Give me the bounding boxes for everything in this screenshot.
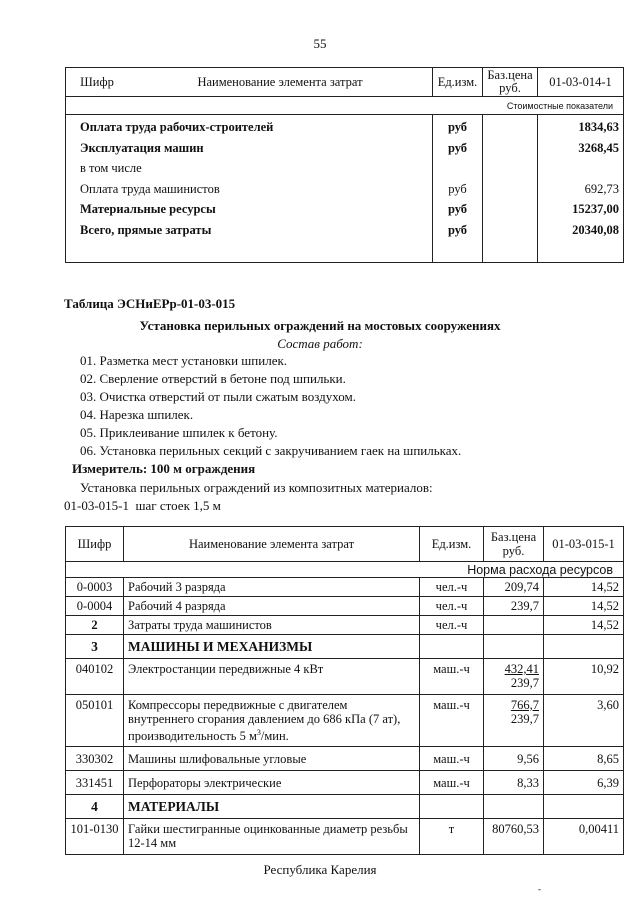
table-row bbox=[66, 578, 624, 597]
row-value: 3268,45 bbox=[578, 140, 619, 155]
row-code: 101-0130 bbox=[66, 819, 124, 855]
work-item: 05. Приклеивание шпилек к бетону. bbox=[80, 425, 278, 440]
row-norm: 14,52 bbox=[544, 597, 624, 616]
row-unit: руб bbox=[447, 222, 468, 237]
row-norm: 8,65 bbox=[544, 747, 624, 771]
section-name: МАШИНЫ И МЕХАНИЗМЫ bbox=[124, 635, 420, 659]
row-unit: руб bbox=[448, 181, 467, 196]
table-row bbox=[66, 695, 624, 747]
row-code: 050101 bbox=[66, 695, 124, 747]
section-name: МАТЕРИАЛЫ bbox=[124, 795, 420, 819]
section-code: 4 bbox=[66, 795, 124, 819]
row-unit: чел.-ч bbox=[420, 616, 484, 635]
row-norm: 14,52 bbox=[544, 578, 624, 597]
code-line-code: 01-03-015-1 bbox=[64, 498, 129, 513]
row-unit: т bbox=[420, 819, 484, 855]
header-name: Наименование элемента затрат bbox=[197, 75, 363, 89]
section-title: Установка перильных ограждений на мостовых сооружениях bbox=[139, 318, 501, 333]
row-value: 20340,08 bbox=[572, 222, 619, 237]
row-value: 15237,00 bbox=[572, 202, 619, 216]
row-unit: маш.-ч bbox=[420, 695, 484, 747]
table-header-row bbox=[66, 68, 624, 97]
work-item: 04. Нарезка шпилек. bbox=[80, 407, 194, 422]
page-number: 55 bbox=[313, 36, 327, 51]
row-name: Машины шлифовальные угловые bbox=[124, 747, 420, 771]
table-row bbox=[66, 659, 624, 695]
section-row bbox=[66, 795, 624, 819]
header-price: Баз.цена руб. bbox=[483, 68, 538, 97]
header-norm-code: 01-03-015-1 bbox=[544, 527, 624, 562]
row-norm: 14,52 bbox=[544, 616, 624, 635]
cost-indicators-table bbox=[65, 67, 624, 263]
section-code: 3 bbox=[66, 635, 124, 659]
row-value bbox=[542, 158, 619, 179]
work-item: 01. Разметка мест установки шпилек. bbox=[80, 353, 288, 368]
row-unit: маш.-ч bbox=[420, 747, 484, 771]
table-row bbox=[66, 819, 624, 855]
row-price: 432,41 239,7 bbox=[484, 659, 544, 695]
row-norm: 3,60 bbox=[544, 695, 624, 747]
row-norm: 10,92 bbox=[544, 659, 624, 695]
table-row bbox=[66, 597, 624, 616]
row-price: 80760,53 bbox=[484, 819, 544, 855]
row-name: в том числе bbox=[80, 161, 142, 175]
row-name: Затраты труда машинистов bbox=[124, 616, 420, 635]
header-price: Баз.цена руб. bbox=[484, 527, 544, 562]
work-item: 03. Очистка отверстий от пыли сжатым воздухом. bbox=[80, 389, 356, 404]
header-norm-code: 01-03-014-1 bbox=[538, 68, 624, 97]
row-unit: маш.-ч bbox=[420, 659, 484, 695]
table-row bbox=[66, 747, 624, 771]
table-subheader-row bbox=[66, 97, 624, 115]
row-name: Гайки шестигранные оцинкованные диаметр резьбы 12-14 мм bbox=[124, 819, 420, 855]
row-name: Рабочий 3 разряда bbox=[124, 578, 420, 597]
header-unit: Ед.изм. bbox=[420, 527, 484, 562]
row-unit bbox=[437, 158, 478, 179]
work-item: 06. Установка перильных секций с закручиванием гаек на шпильках. bbox=[80, 443, 462, 458]
row-code: 331451 bbox=[66, 771, 124, 795]
table-body bbox=[66, 115, 624, 263]
row-price: 9,56 bbox=[484, 747, 544, 771]
code-line-text: шаг стоек 1,5 м bbox=[135, 498, 221, 513]
row-code: 0-0004 bbox=[66, 597, 124, 616]
row-value: 1834,63 bbox=[578, 120, 619, 134]
header-code: Шифр bbox=[80, 75, 114, 89]
row-code: 0-0003 bbox=[66, 578, 124, 597]
row-code: 2 bbox=[66, 616, 124, 635]
header-unit: Ед.изм. bbox=[433, 68, 483, 97]
row-name: Компрессоры передвижные с двигателем внутреннего сгорания давлением до 686 кПа (7 ат), производительность 5 $м^3$/мин. bbox=[124, 695, 420, 747]
row-unit: руб bbox=[447, 140, 468, 155]
code-line bbox=[64, 498, 221, 514]
table-row bbox=[66, 771, 624, 795]
row-price bbox=[484, 616, 544, 635]
meter: Измеритель: 100 м ограждения bbox=[72, 461, 256, 476]
footer-mark: - bbox=[538, 884, 541, 894]
header-code: Шифр bbox=[66, 527, 124, 562]
row-price: 209,74 bbox=[484, 578, 544, 597]
description: Установка перильных ограждений из композитных материалов: bbox=[80, 480, 433, 495]
row-name: Материальные ресурсы bbox=[80, 202, 216, 216]
table-header-row bbox=[66, 527, 624, 562]
row-price: 8,33 bbox=[484, 771, 544, 795]
footer-region: Республика Карелия bbox=[263, 862, 377, 877]
row-name: Перфораторы электрические bbox=[124, 771, 420, 795]
subheader: Норма расхода ресурсов bbox=[66, 562, 624, 578]
work-item: 02. Сверление отверстий в бетоне под шпильки. bbox=[80, 371, 346, 386]
row-unit: маш.-ч bbox=[420, 771, 484, 795]
row-code: 040102 bbox=[66, 659, 124, 695]
table-row bbox=[66, 616, 624, 635]
table-label: Таблица ЭСНиЕРр-01-03-015 bbox=[64, 296, 236, 311]
row-norm: 0,00411 bbox=[544, 819, 624, 855]
row-unit: руб bbox=[447, 120, 468, 134]
row-value: 692,73 bbox=[584, 181, 619, 196]
section-row bbox=[66, 635, 624, 659]
row-name: Эксплуатация машин bbox=[80, 140, 204, 155]
row-unit: руб bbox=[447, 202, 468, 216]
row-norm: 6,39 bbox=[544, 771, 624, 795]
row-name: Всего, прямые затраты bbox=[80, 222, 212, 237]
row-price: 766,7 239,7 bbox=[484, 695, 544, 747]
row-code: 330302 bbox=[66, 747, 124, 771]
row-name: Рабочий 4 разряда bbox=[124, 597, 420, 616]
resources-table bbox=[65, 526, 624, 855]
row-name: Электростанции передвижные 4 кВт bbox=[124, 659, 420, 695]
subheader: Стоимостные показатели bbox=[66, 97, 624, 115]
table-subheader-row bbox=[66, 562, 624, 578]
row-name: Оплата труда машинистов bbox=[80, 181, 220, 196]
works-heading: Состав работ: bbox=[277, 336, 363, 351]
row-unit: чел.-ч bbox=[420, 578, 484, 597]
header-name: Наименование элемента затрат bbox=[124, 527, 420, 562]
row-price: 239,7 bbox=[484, 597, 544, 616]
row-unit: чел.-ч bbox=[420, 597, 484, 616]
row-name: Оплата труда рабочих-строителей bbox=[80, 120, 274, 134]
